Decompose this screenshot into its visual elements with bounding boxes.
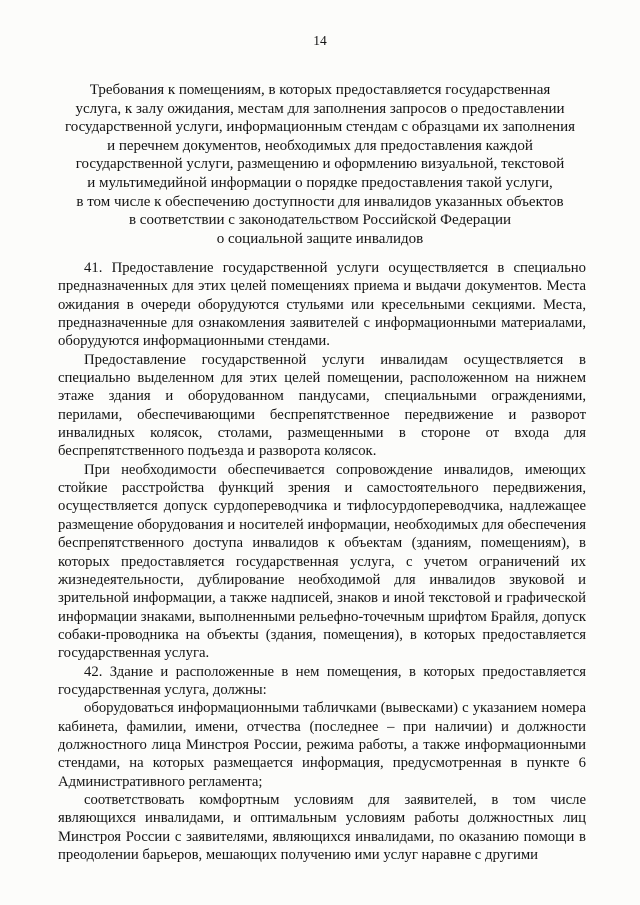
heading-line: и перечнем документов, необходимых для предоставления каждой: [107, 137, 533, 154]
paragraph-escort: При необходимости обеспечивается сопровождение инвалидов, имеющих стойкие расстройства функций зрения и самостоятельного передвижения, осуществляется допуск сурдопереводчика и тифлосурдопереводчика, надлежащее размещение оборудования и носителей информации, необходимых для обеспечения беспрепятственного доступа инвалидов к объектам (зданиям, помещениям), в которых предоставляется государственная услуга, с учетом ограничений их жизнедеятельности, дублирование необходимой для инвалидов звуковой и зрительной информации, а также надписей, знаков и иной текстовой и графической информации знаками, выполненными рельефно-точечным шрифтом Брайля, допуск собаки-проводника на объекты (здания, помещения), в которых предоставляется государственная услуга.: [58, 461, 586, 662]
heading-line: в соответствии с законодательством Российской Федерации: [128, 212, 512, 229]
heading-line: Требования к помещениям, в которых предоставляется государственная: [89, 82, 551, 98]
paragraph-disabled-access: Предоставление государственной услуги инвалидам осуществляется в специально выделенном для этих целей помещении, расположенном на нижнем этаже здания и оборудованном пандусами, специальными ограждениями, перилами, обеспечивающими беспрепятственное передвижение и разворот инвалидных колясок, столами, размещенными в стороне от входа для беспрепятственного подъезда и разворота колясок.: [58, 351, 586, 460]
heading-line: о социальной защите инвалидов: [216, 230, 424, 247]
paragraph-41: 41. Предоставление государственной услуги осуществляется в специально предназначенных для этих целей помещениях приема и выдачи документов. Места ожидания в очереди оборудуются стульями или кресельными секциями. Места, предназначенные для ознакомления заявителей с информационными материалами, оборудуются информационными стендами.: [58, 260, 586, 350]
heading-line: в том числе к обеспечению доступности для инвалидов указанных объектов: [76, 193, 564, 210]
paragraph-signage: оборудоваться информационными табличками (вывесками) с указанием номера кабинета, фамилии, имени, отчества (последнее – при наличии) и должности должностного лица Минстроя России, режима работы, а также информационными стендами, на которых размещается информация, предусмотренная в пункте 6 Административного регламента;: [58, 700, 586, 790]
heading-line: государственной услуги, информационным стендам с образцами их заполнения: [64, 119, 576, 136]
heading-line: услуга, к залу ожидания, местам для заполнения запросов о предоставлении: [75, 100, 565, 117]
heading-line: и мультимедийной информации о порядке предоставления такой услуги,: [87, 174, 553, 191]
heading-line: государственной услуги, размещению и оформлению визуальной, текстовой: [75, 156, 565, 173]
page-number: 14: [313, 33, 327, 48]
section-heading: [55, 81, 585, 248]
body-text: [58, 259, 586, 864]
paragraph-42: 42. Здание и расположенные в нем помещения, в которых предоставляется государственная услуга, должны:: [58, 663, 586, 698]
paragraph-comfort: соответствовать комфортным условиям для заявителей, в том числе являющихся инвалидами, и оптимальным условиям работы должностных лиц Минстроя России с заявителями, являющихся инвалидами, по оказанию помощи в преодолении барьеров, мешающих получению ими услуг наравне с другими: [58, 791, 586, 863]
